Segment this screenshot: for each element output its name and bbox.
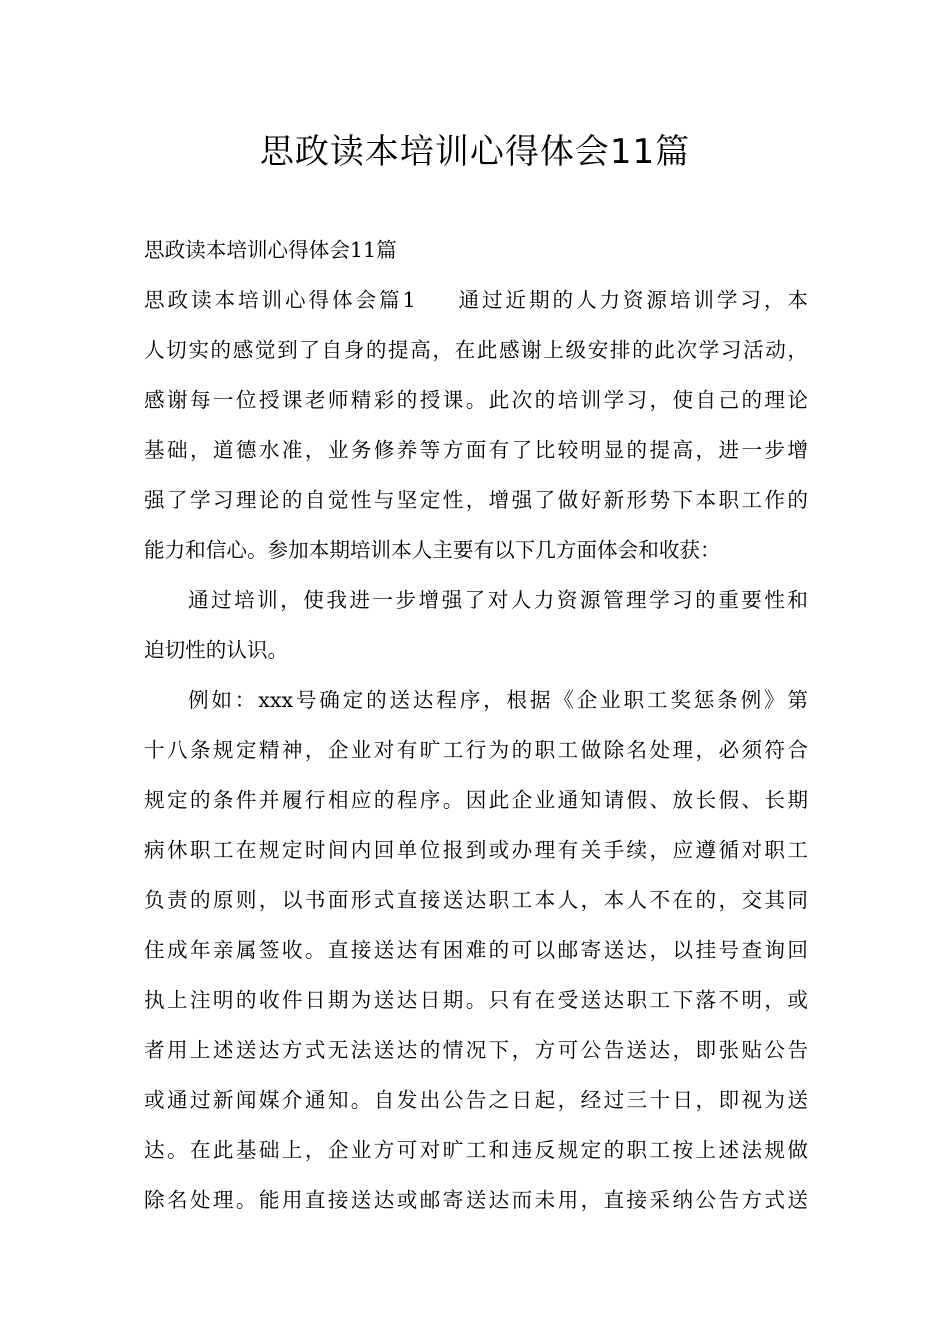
paragraph-line: 通过近期的人力资源培训学习，本 — [455, 288, 808, 312]
subtitle-line: 思政读本培训心得体会11篇 — [144, 238, 397, 262]
paragraph-line: 执上注明的收件日期为送达日期。只有在受送达职工下落不明，或 — [144, 988, 808, 1012]
paragraph-line: 规定的条件并履行相应的程序。因此企业通知请假、放长假、长期 — [144, 788, 808, 812]
paragraph-line: 强了学习理论的自觉性与坚定性，增强了做好新形势下本职工作的 — [144, 488, 808, 512]
section-heading: 思政读本培训心得体会篇1 — [144, 288, 416, 312]
paragraph-line: 能力和信心。参加本期培训本人主要有以下几方面体会和收获： — [144, 538, 721, 562]
paragraph-line: 或通过新闻媒介通知。自发出公告之日起，经过三十日，即视为送 — [144, 1088, 808, 1112]
paragraph-line: 人切实的感觉到了自身的提高，在此感谢上级安排的此次学习活动， — [144, 338, 808, 362]
section-heading-line — [144, 275, 808, 325]
paragraph-line: 基础，道德水准，业务修养等方面有了比较明显的提高，进一步增 — [144, 438, 808, 462]
paragraph-line: 病休职工在规定时间内回单位报到或办理有关手续，应遵循对职工 — [144, 838, 808, 862]
paragraph-line: 住成年亲属签收。直接送达有困难的可以邮寄送达，以挂号查询回 — [144, 938, 808, 962]
document-body — [144, 225, 808, 1225]
paragraph-line: 十八条规定精神，企业对有旷工行为的职工做除名处理，必须符合 — [144, 738, 808, 762]
paragraph-line: 者用上述送达方式无法送达的情况下，方可公告送达，即张贴公告 — [144, 1038, 808, 1062]
paragraph-line: 通过培训，使我进一步增强了对人力资源管理学习的重要性和 — [188, 588, 808, 612]
paragraph-line: 达。在此基础上，企业方可对旷工和违反规定的职工按上述法规做 — [144, 1138, 808, 1162]
paragraph-line: 迫切性的认识。 — [144, 638, 289, 662]
paragraph-line: 例如：xxx号确定的送达程序，根据《企业职工奖惩条例》第 — [188, 688, 808, 712]
paragraph-line: 感谢每一位授课老师精彩的授课。此次的培训学习，使自己的理论 — [144, 388, 808, 412]
paragraph-line: 负责的原则，以书面形式直接送达职工本人，本人不在的，交其同 — [144, 888, 808, 912]
paragraph-line: 除名处理。能用直接送达或邮寄送达而未用，直接采纳公告方式送 — [144, 1188, 808, 1212]
document-title: 思政读本培训心得体会11篇 — [259, 132, 691, 172]
